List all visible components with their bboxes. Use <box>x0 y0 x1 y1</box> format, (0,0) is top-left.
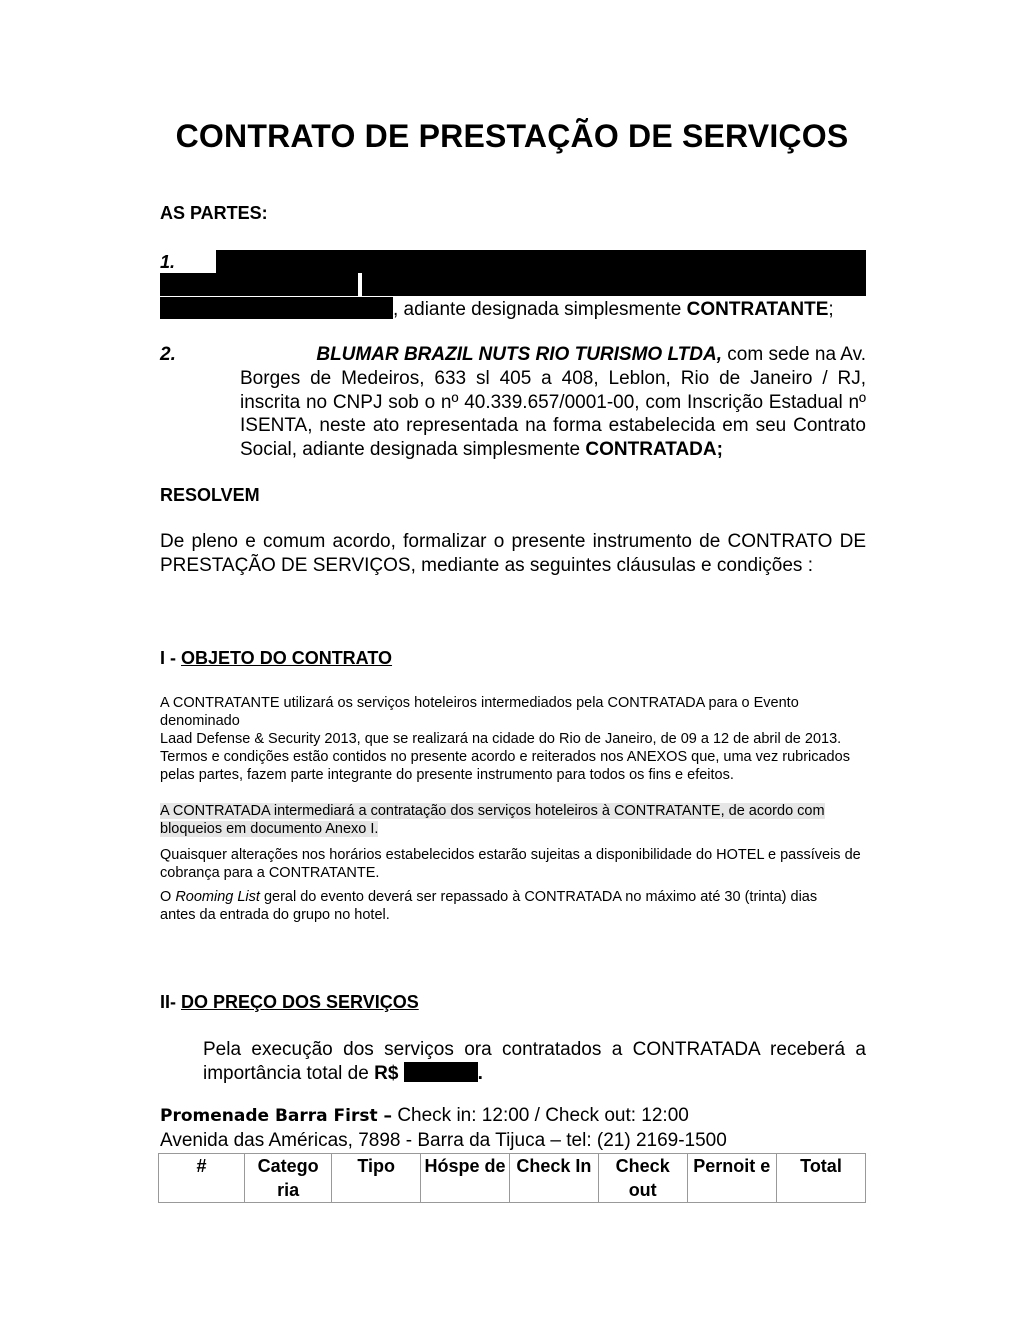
section-1-body <box>160 694 866 924</box>
table-header-cell: # <box>159 1154 245 1203</box>
redaction-bar <box>160 297 393 319</box>
hotel-name: Promenade Barra First – <box>160 1106 393 1126</box>
resolvem-text: De pleno e comum acordo, formalizar o presente instrumento de CONTRATO DE PRESTAÇÃO DE SERVIÇOS, mediante as seguintes cláusulas e condições : <box>160 531 866 576</box>
redaction-bar <box>216 250 866 273</box>
price-text: Pela execução dos serviços ora contratados a CONTRATADA receberá a importância total de R$ . <box>203 1039 866 1084</box>
party-2-number: 2. <box>160 344 176 365</box>
redaction-bar <box>404 1062 478 1082</box>
table-header-cell: Catego ria <box>244 1154 331 1203</box>
party-2: 2. BLUMAR BRAZIL NUTS RIO TURISMO LTDA, com sede na Av. Borges de Medeiros, 633 sl 405 a 408, Leblon, Rio de Janeiro / RJ, inscrita no CNPJ sob o nº 40.339.657/0001-00, com Inscrição Estadual nº ISENTA, neste ato representada na forma estabelecida em seu Contrato Social, adiante designada simplesmente CONTRATADA; <box>160 344 866 460</box>
redaction-bar <box>362 273 866 296</box>
document-title: CONTRATO DE PRESTAÇÃO DE SERVIÇOS <box>175 118 849 154</box>
table-header-row <box>159 1154 866 1203</box>
section-1-paragraph: Quaisquer alterações nos horários estabelecidos estarão sujeitas a disponibilidade do HOTEL e passíveis de cobrança para a CONTRATANTE. <box>160 847 861 881</box>
resolvem-heading: RESOLVEM <box>160 485 260 505</box>
hotel-line: Promenade Barra First – Check in: 12:00 / Check out: 12:00 <box>160 1105 689 1126</box>
hotel-address: Avenida das Américas, 7898 - Barra da Tijuca – tel: (21) 2169-1500 <box>160 1130 727 1151</box>
section-1-paragraph: A CONTRATADA intermediará a contratação dos serviços hoteleiros à CONTRATANTE, de acordo com bloqueios em documento Anexo I. <box>160 803 825 837</box>
table-header-cell: Total <box>776 1154 865 1203</box>
contratada-label: CONTRATADA; <box>585 438 723 460</box>
redaction-bar <box>160 273 358 296</box>
booking-table <box>158 1153 866 1203</box>
table-header-cell: Check out <box>598 1154 687 1203</box>
table-header-cell: Pernoit e <box>687 1154 776 1203</box>
contratante-label: CONTRATANTE <box>686 299 829 320</box>
section-1-paragraph: Laad Defense & Security 2013, que se realizará na cidade do Rio de Janeiro, de 09 a 12 de abril de 2013. Termos e condições estão contidos no presente acordo e reiterados nos ANEXOS que, uma vez rubricados pelas partes, fazem parte integrante do presente instrumento para todos os fins e efeitos. <box>160 731 850 783</box>
party-1-line: , adiante designada simplesmente CONTRATANTE; <box>160 297 866 322</box>
section-1-paragraph: O Rooming List geral do evento deverá ser repassado à CONTRATADA no máximo até 30 (trinta) dias antes da entrada do grupo no hotel. <box>160 889 818 923</box>
party-2-company-name: BLUMAR BRAZIL NUTS RIO TURISMO LTDA, <box>316 344 722 365</box>
party-2-details: Borges de Medeiros, 633 sl 405 a 408, Leblon, Rio de Janeiro / RJ, inscrita no CNPJ sob o nº 40.339.657/0001-00, com Inscrição Estadual nº ISENTA, neste ato representada na forma estabelecida em seu Contrato Social, adiante designada simplesmente CONTRATADA; <box>240 368 866 460</box>
partes-heading: AS PARTES: <box>160 203 268 223</box>
section-1-paragraph: A CONTRATANTE utilizará os serviços hoteleiros intermediados pela CONTRATADA para o Evento denominado <box>160 695 799 729</box>
section-1-heading: I - OBJETO DO CONTRATO <box>160 648 393 668</box>
party-1-number: 1. <box>160 252 176 272</box>
section-2-heading: II- DO PREÇO DOS SERVIÇOS <box>160 992 419 1012</box>
table-header-cell: Hóspe de <box>421 1154 510 1203</box>
table-header-cell: Check In <box>509 1154 598 1203</box>
table-header-cell: Tipo <box>332 1154 421 1203</box>
